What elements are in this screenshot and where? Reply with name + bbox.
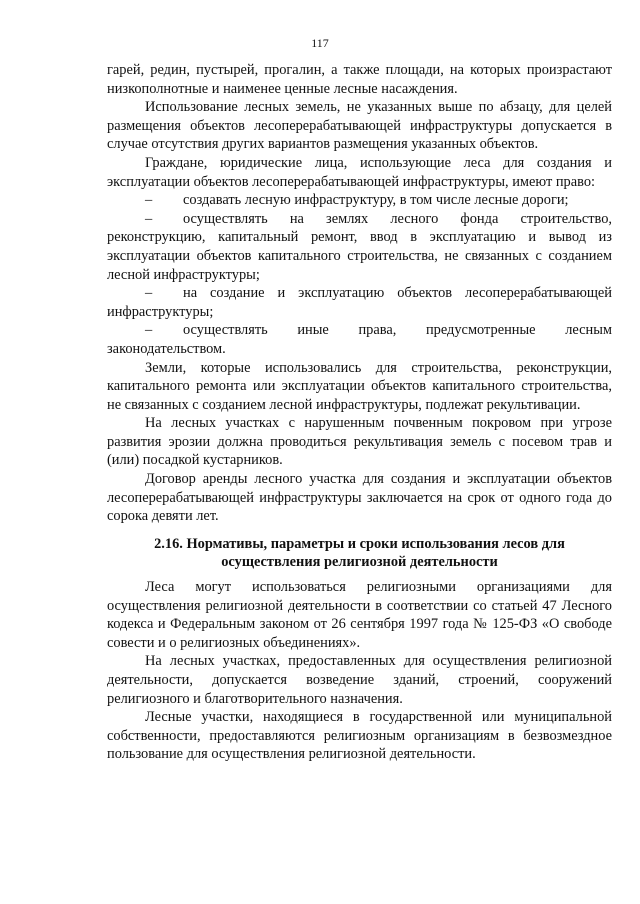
dash-marker: – <box>145 210 153 227</box>
dash-list-item-text: осуществлять иные права, предусмотренные лесным законодательством. <box>107 322 612 357</box>
paragraph: На лесных участках с нарушенным почвенным покровом при угрозе развития эрозии должна проводиться рекультивация земель с посевом трав и (или) посадкой кустарников. <box>107 415 612 469</box>
paragraph: Земли, которые использовались для строительства, реконструкции, капитального ремонта или эксплуатации объектов капитального строительства, не связанных с созданием лесной инфраструктуры, подлежат рекультивации. <box>107 359 612 413</box>
dash-marker: – <box>145 322 153 339</box>
document-body <box>107 61 612 764</box>
paragraph: На лесных участках, предоставленных для осуществления религиозной деятельности, допускается возведение зданий, строений, сооружений религиозного и благотворительного назначения. <box>107 653 612 707</box>
dash-list-item-text: создавать лесную инфраструктуру, в том числе лесные дороги; <box>183 192 569 209</box>
dash-marker: – <box>145 285 153 302</box>
dash-list-item <box>107 321 612 358</box>
paragraph: Леса могут использоваться религиозными организациями для осуществления религиозной деятельности в соответствии со статьей 47 Лесного кодекса и Федеральным законом от 26 сентября 1997 года № 125-ФЗ «О свободе совести и о религиозных объединениях». <box>107 579 612 651</box>
dash-list-item <box>107 284 612 321</box>
page-number: 117 <box>311 36 329 50</box>
dash-list-item <box>107 191 612 210</box>
paragraph: Лесные участки, находящиеся в государственной или муниципальной собственности, предоставляются религиозным организациям в безвозмездное пользование для осуществления религиозной деятельности. <box>107 709 612 763</box>
paragraph: Использование лесных земель, не указанных выше по абзацу, для целей размещения объектов лесоперерабатывающей инфраструктуры допускается в случае отсутствия других вариантов размещения указанных объектов. <box>107 99 612 153</box>
dash-list-item <box>107 210 612 284</box>
paragraph: Граждане, юридические лица, использующие леса для создания и эксплуатации объектов лесоперерабатывающей инфраструктуры, имеют право: <box>107 154 612 190</box>
dash-marker: – <box>145 192 153 209</box>
dash-list-item-text: на создание и эксплуатацию объектов лесоперерабатывающей инфраструктуры; <box>107 285 612 320</box>
section-heading: 2.16. Нормативы, параметры и сроки использования лесов для осуществления религиозной деятельности <box>154 535 565 571</box>
dash-list-item-text: осуществлять на землях лесного фонда строительство, реконструкцию, капитальный ремонт, ввод в эксплуатацию и вывод из эксплуатации объектов капитального строительства, не связанных с созданием лесной инфраструктуры; <box>107 210 612 283</box>
paragraph: Договор аренды лесного участка для создания и эксплуатации объектов лесоперерабатывающей инфраструктуры заключается на срок от одного года до сорока девяти лет. <box>107 471 612 525</box>
continued-paragraph: гарей, редин, пустырей, прогалин, а также площади, на которых произрастают низкополнотные и наименее ценные лесные насаждения. <box>107 62 612 97</box>
